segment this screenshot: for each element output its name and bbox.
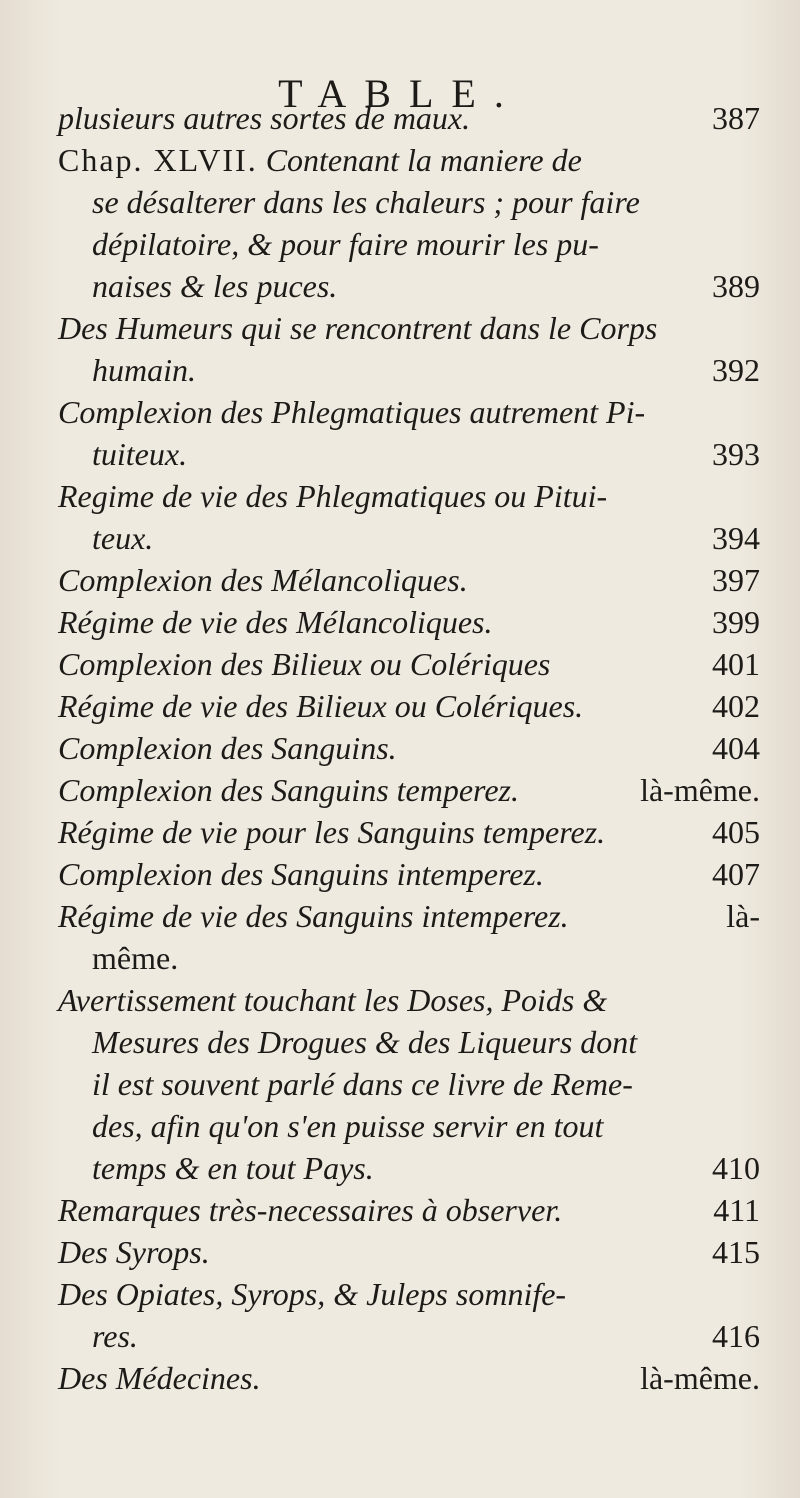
entry-text-continued: même. (92, 940, 179, 976)
page-number: 399 (712, 604, 760, 640)
page-number: 394 (712, 520, 760, 556)
page-number: 405 (712, 814, 760, 850)
page-number: 392 (712, 352, 760, 388)
entry-text: Des Opiates, Syrops, & Juleps somnife- (58, 1276, 567, 1312)
entry-text: Contenant la maniere de (265, 142, 582, 178)
entry-text: Complexion des Sanguins. (58, 730, 397, 766)
entry-text: Régime de vie pour les Sanguins temperez. (58, 814, 606, 850)
entry-text-continued: tuiteux. (92, 436, 188, 472)
entry-text: Complexion des Mélancoliques. (58, 562, 468, 598)
entry-text-continued: il est souvent parlé dans ce livre de Reme- (92, 1066, 633, 1102)
page-number: là- (726, 898, 760, 934)
entry-text: Des Syrops. (58, 1234, 210, 1270)
page-number: 393 (712, 436, 760, 472)
entry-text-continued: naises & les puces. (92, 268, 338, 304)
entry-text: Regime de vie des Phlegmatiques ou Pitui- (58, 478, 608, 514)
entry-text-continued: res. (92, 1318, 138, 1354)
entry-text: plusieurs autres sortes de maux. (58, 100, 471, 136)
page-number: 401 (712, 646, 760, 682)
entry-text: Complexion des Sanguins temperez. (58, 772, 519, 808)
entry-text: Des Médecines. (58, 1360, 261, 1396)
page-number: 404 (712, 730, 760, 766)
entry-text: Avertissement touchant les Doses, Poids & (58, 982, 608, 1018)
entry-text: Régime de vie des Bilieux ou Colériques. (58, 688, 584, 724)
entry-text-continued: temps & en tout Pays. (92, 1150, 374, 1186)
chapter-label: Chap. XLVII. (58, 142, 258, 178)
entry-text-continued: des, afin qu'on s'en puisse servir en tout (92, 1108, 604, 1144)
entry-text-continued: humain. (92, 352, 196, 388)
page-number: 397 (712, 562, 760, 598)
page-header: TABLE. (278, 71, 522, 116)
entry-text-continued: teux. (92, 520, 154, 556)
entry-text: Des Humeurs qui se rencontrent dans le Corps (58, 310, 658, 346)
page-number: 389 (712, 268, 760, 304)
page-number: là-même. (640, 1360, 760, 1396)
entry-text: Régime de vie des Mélancoliques. (58, 604, 493, 640)
entry-text-continued: se désalterer dans les chaleurs ; pour faire (92, 184, 640, 220)
page-number: 410 (712, 1150, 760, 1186)
entry-text-continued: Mesures des Drogues & des Liqueurs dont (92, 1024, 638, 1060)
page-number: 415 (712, 1234, 760, 1270)
entry-text: Régime de vie des Sanguins intemperez. (58, 898, 569, 934)
entry-text: Remarques très-necessaires à observer. (58, 1192, 563, 1228)
entry-text: Complexion des Phlegmatiques autrement Pi- (58, 394, 646, 430)
page-number: 411 (713, 1192, 760, 1228)
page-number: 416 (712, 1318, 760, 1354)
page-number: 387 (712, 100, 760, 136)
page-number: 407 (712, 856, 760, 892)
page-number: là-même. (640, 772, 760, 808)
entry-text: Complexion des Sanguins intemperez. (58, 856, 544, 892)
page-number: 402 (712, 688, 760, 724)
entry-text-continued: dépilatoire, & pour faire mourir les pu- (92, 226, 599, 262)
entry-text: Complexion des Bilieux ou Colériques (58, 646, 551, 682)
